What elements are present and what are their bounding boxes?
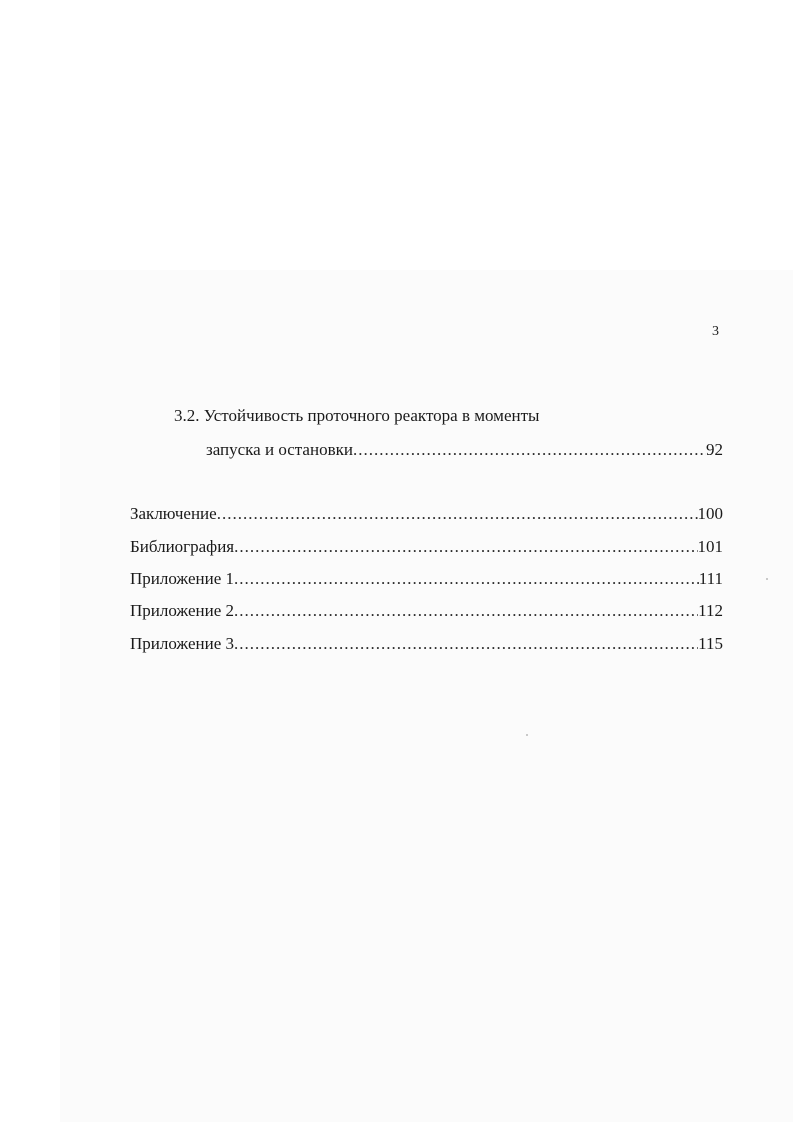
toc-page-number: 100 [697, 504, 723, 523]
toc-page-number: 111 [698, 569, 723, 588]
toc-entry-label: Приложение 1 [130, 569, 234, 588]
dot-leader [353, 440, 706, 460]
dot-leader [234, 634, 698, 654]
toc-entry-appendix-3[interactable] [130, 634, 723, 654]
toc-entry-label: Библиография [130, 537, 235, 556]
toc-section-title-line2: запуска и остановки [206, 440, 353, 459]
page-number: 3 [712, 324, 719, 339]
dot-leader [234, 569, 699, 589]
toc-section-heading [174, 406, 539, 426]
toc-entry-bibliography[interactable] [130, 537, 723, 557]
toc-section-continuation[interactable] [206, 440, 723, 460]
dot-leader [234, 601, 698, 621]
toc-entry-appendix-2[interactable] [130, 601, 723, 621]
toc-section-number: 3.2. [174, 406, 200, 425]
toc-page-number: 101 [697, 537, 723, 556]
toc-page-number: 112 [698, 601, 723, 620]
scan-speck [766, 578, 768, 580]
toc-page-number: 92 [706, 440, 723, 459]
toc-entry-appendix-1[interactable] [130, 569, 723, 589]
toc-page-number: 115 [698, 634, 723, 653]
dot-leader [217, 504, 698, 524]
toc-entry-label: Приложение 3 [130, 634, 234, 653]
toc-entry-label: Приложение 2 [130, 601, 234, 620]
scan-background [60, 270, 793, 1122]
toc-entry-label: Заключение [130, 504, 217, 523]
dot-leader [234, 537, 697, 557]
toc-section-title-line1: Устойчивость проточного реактора в моменты [203, 406, 540, 425]
scan-speck [526, 734, 528, 736]
toc-entry-conclusion[interactable] [130, 504, 723, 524]
